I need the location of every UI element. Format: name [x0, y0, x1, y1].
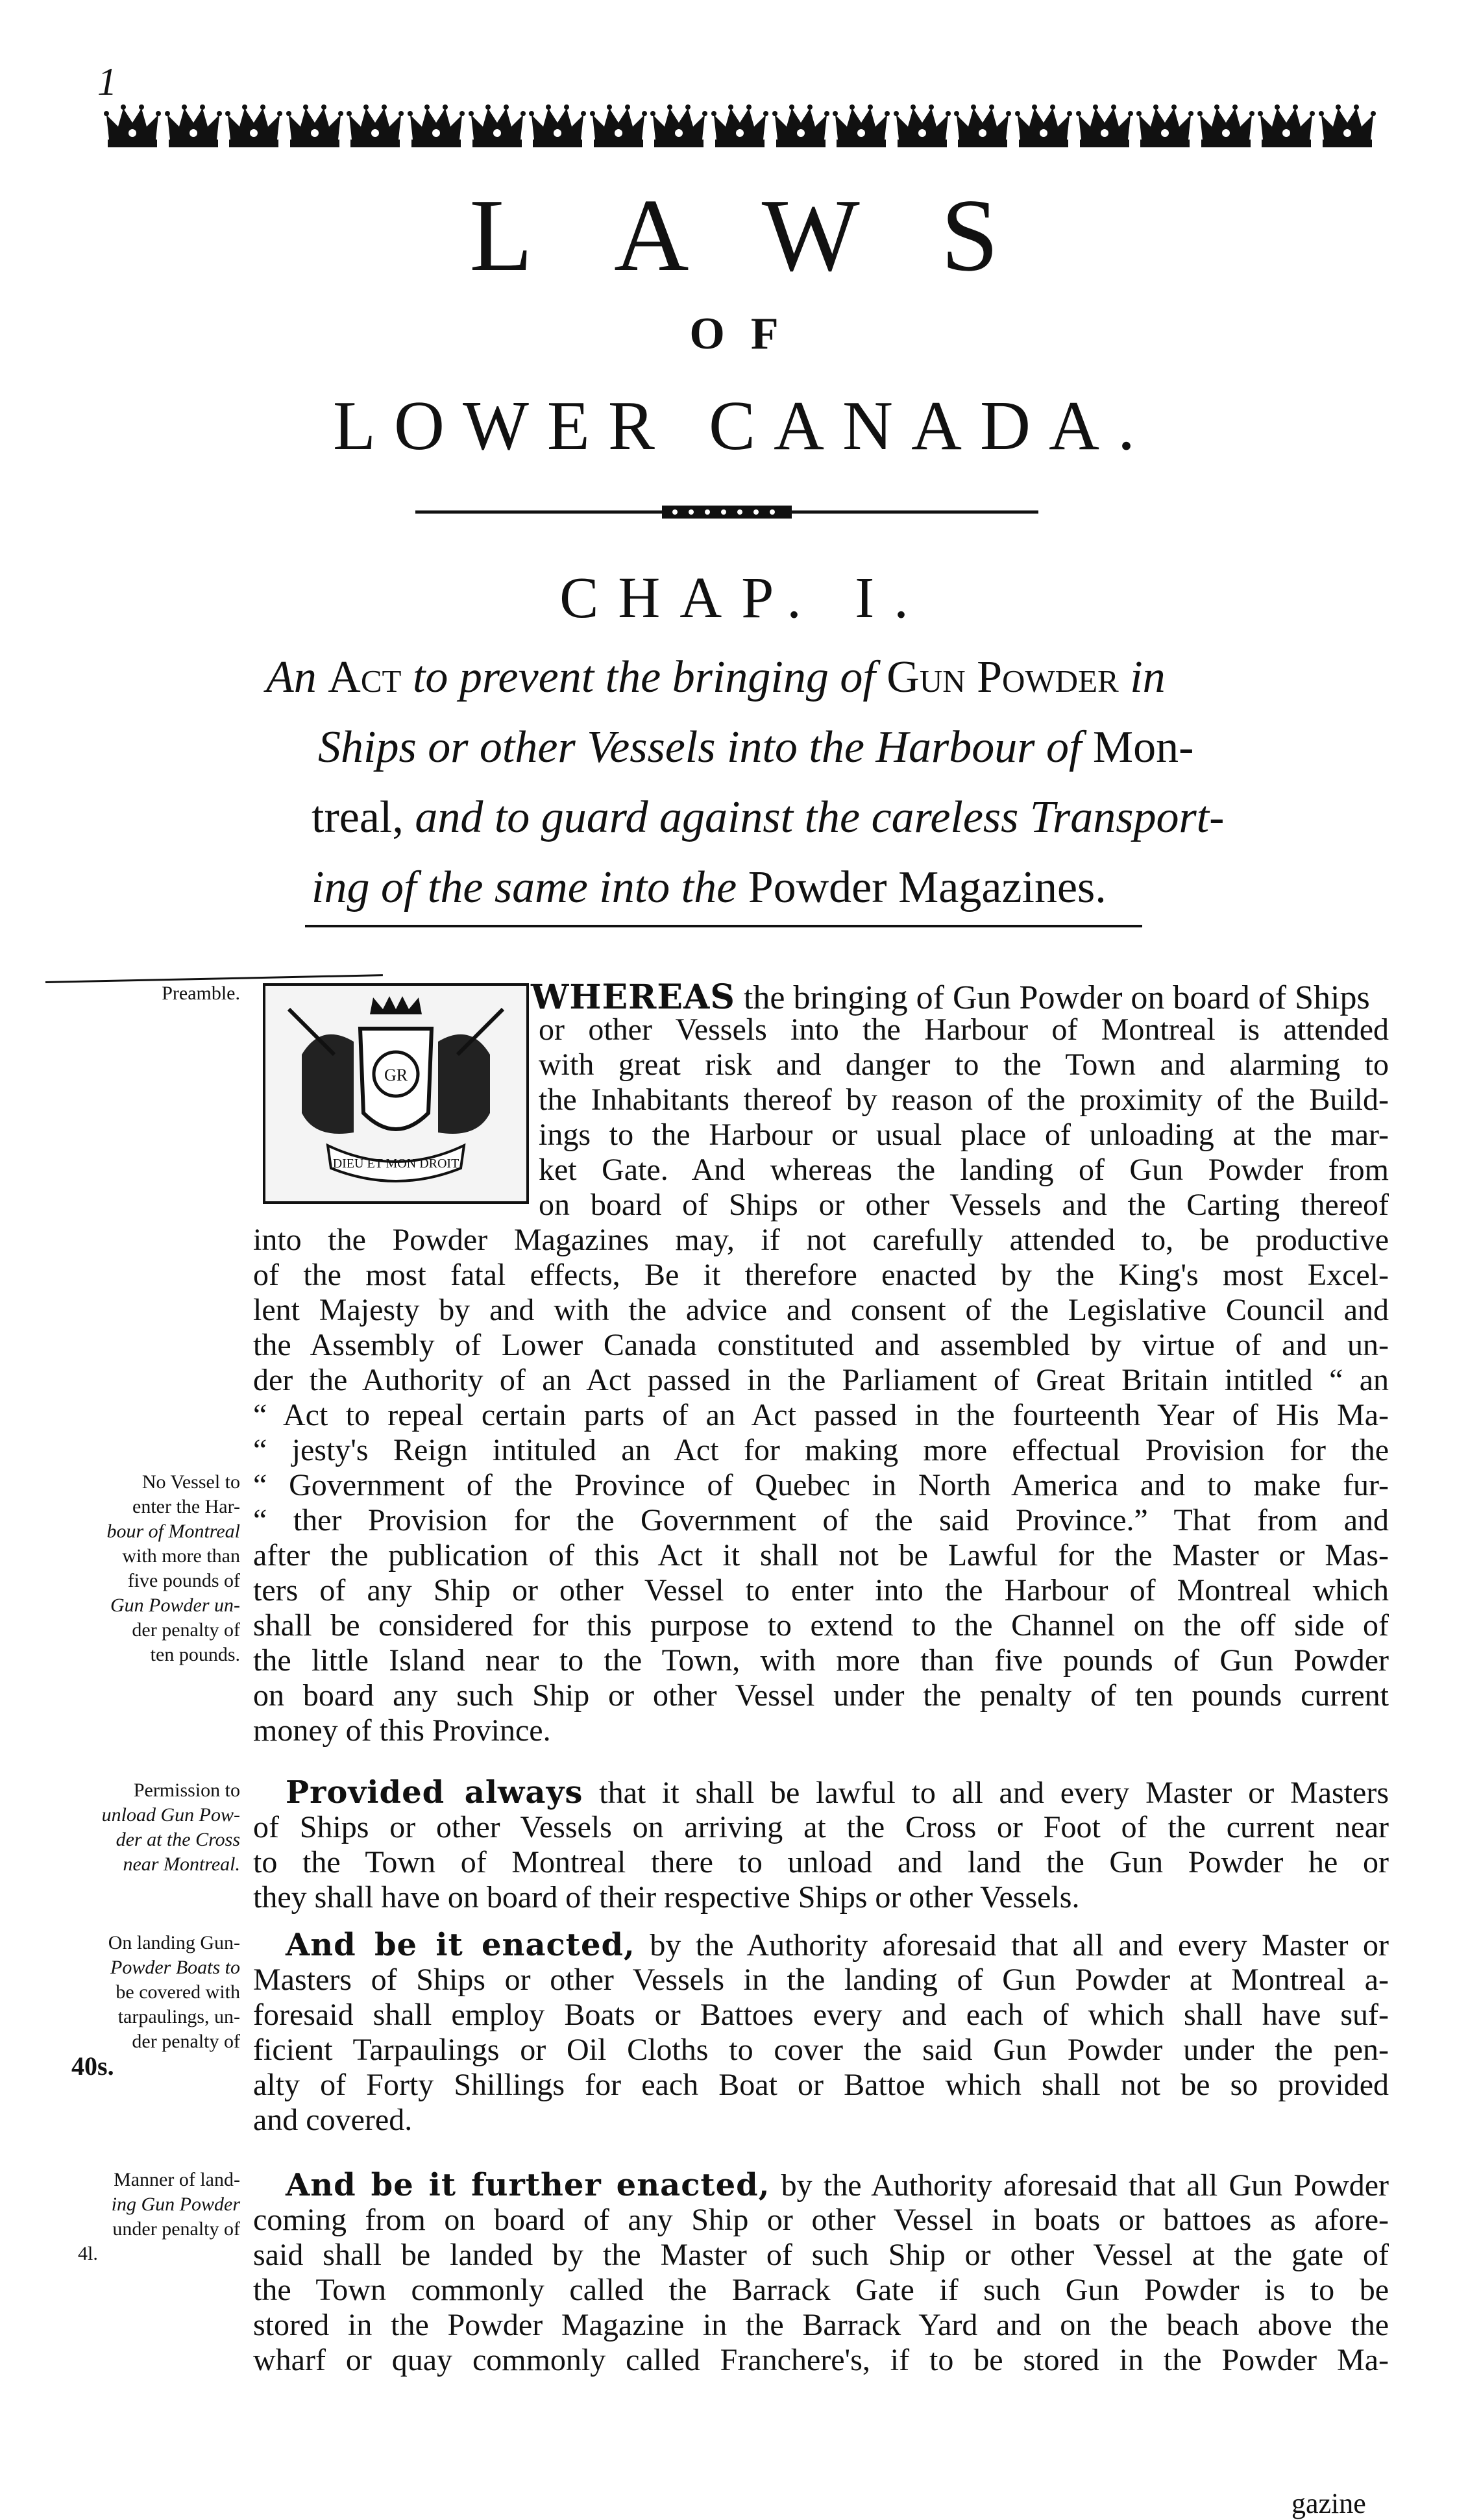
crown-icon [1136, 101, 1193, 153]
crown-icon [1197, 101, 1254, 153]
svg-text:GR: GR [384, 1066, 408, 1084]
act-title-text: ing of the same into the [312, 862, 748, 912]
crown-icon [104, 101, 161, 153]
chapter-heading: CHAP. I. [559, 566, 928, 630]
act-title-text: An [266, 652, 328, 702]
margin-note-preamble: Preamble. [162, 983, 240, 1004]
crown-icon [650, 101, 707, 153]
crown-icon [590, 101, 647, 153]
crown-icon [954, 101, 1011, 153]
crown-icon [469, 101, 526, 153]
act-title-text: Powder Magazines. [748, 862, 1107, 912]
act-title-text: Mon- [1092, 722, 1194, 772]
crown-icon [833, 101, 890, 153]
margin-note-manner: Manner of land- ing Gun Powder under penalty of 4l. [78, 2169, 240, 2264]
crown-icon [165, 101, 222, 153]
act-title-text: Act [328, 652, 402, 702]
paragraph-preamble: into the Powder Magazines may, if not carefully attended to, be productive of the most fatal effects, Be it therefore enacted by the King's most Excel- lent Majesty by and with the advice and consent of the Legislative Council and the Assembly of Lower Canada constituted and assembled by virtue of and un- der the Authority of an Act passed in the Parliament of Great Britain intitled “ an “ Act to repeal certain parts of an Act passed in the fourteenth Year of His Ma- “ jesty's Reign intituled an Act for making more effectual Provision for the “ Government of the Province of Quebec in North America and to make fur- “ ther Provision for the Government of the said Province.” That from and after the publication of this Act it shall not be Lawful for the Master or Mas- ters of any Ship or other Vessel to enter into the Harbour of Montreal which shall be considered for this purpose to extend to the Channel on the off side of the little Island near to the Town, with more than five pounds of Gun Powder on board any such Ship or other Vessel under the penalty of ten pounds current money of this Province. [253, 1223, 1389, 1748]
crown-icon [225, 101, 282, 153]
catchword: gazine [1291, 2488, 1366, 2519]
crown-icon [286, 101, 343, 153]
margin-note-landing: On landing Gun- Powder Boats to be covered with tarpaulings, un- der penalty of 40s. [71, 1932, 240, 2081]
section-rule [305, 925, 1142, 927]
crown-icon [408, 101, 465, 153]
ornamental-rule [415, 501, 1038, 523]
crown-icon [529, 101, 586, 153]
crown-icon [1015, 101, 1072, 153]
act-title-text: Gun Powder [887, 652, 1119, 702]
paragraph-provided-always: Provided always that it shall be lawful to all and every Master or Masters of Ships or other Vessels on arriving at the Cross or Foot of the current near to the Town of Montreal there to unload and land the Gun Powder he or they shall have on board of their respective Ships or other Vessels. [253, 1775, 1389, 1914]
drop-word-whereas: WHEREAS the bringing of Gun Powder on board of Ships [531, 977, 1370, 1017]
crown-icon [1319, 101, 1376, 153]
paragraph-preamble-indented: or other Vessels into the Harbour of Montreal is attended with great risk and danger to the Town and alarming to the Inhabitants thereof by reason of the proximity of the Build- ings to the Harbour or usual place of unloading at the mar- ket Gate. And whereas the landing of Gun Powder from on board of Ships or other Vessels and the Carting thereof [539, 1012, 1389, 1222]
crown-icon [894, 101, 951, 153]
margin-note-permission: Permission to unload Gun Pow- der at the Cross near Montreal. [101, 1780, 240, 1875]
title-lower-canada: LOWER CANADA. [333, 387, 1153, 465]
act-title-text: to prevent the bringing of [401, 652, 887, 702]
crown-ornament-border [104, 97, 1376, 156]
paragraph-be-it-enacted: And be it enacted, by the Authority aforesaid that all and every Master or Masters of Ships or other Vessels in the landing of Gun Powder at Montreal a- foresaid shall employ Boats or Battoes every and each of which shall have suf- ficient Tarpaulings or Oil Cloths to cover the said Gun Powder under the pen- alty of Forty Shillings for each Boat or Battoe which shall not be so provided and covered. [253, 1927, 1389, 2137]
act-title-text: Ships or other Vessels into the Harbour of [318, 722, 1093, 772]
act-title-text: in [1118, 652, 1166, 702]
crown-icon [772, 101, 829, 153]
act-title [266, 642, 1408, 923]
crest-motto: DIEU ET MON DROIT [332, 1156, 459, 1171]
page-number: 1 [97, 60, 117, 103]
crown-icon [1076, 101, 1133, 153]
crown-icon [1258, 101, 1315, 153]
act-title-text: and to guard against the careless Transport- [403, 792, 1225, 842]
crown-icon [347, 101, 404, 153]
royal-crest-ornament [263, 983, 529, 1204]
act-title-text: treal, [312, 792, 404, 842]
title-laws: LAWS [469, 177, 1080, 293]
paragraph-further-enacted: And be it further enacted, by the Authority aforesaid that all Gun Powder coming from on board of any Ship or other Vessel in boats or battoes as afore- said shall be landed by the Master of such Ship or other Vessel at the gate of the Town commonly called the Barrack Gate if such Gun Powder is to be stored in the Powder Magazine in the Barrack Yard and on the beach above the wharf or quay commonly called Franchere's, if to be stored in the Powder Ma- [253, 2168, 1389, 2377]
title-of: OF [689, 309, 805, 359]
crown-icon [711, 101, 768, 153]
margin-note-no-vessel: No Vessel to enter the Har- bour of Montreal with more than five pounds of Gun Powder un- der penalty of ten pounds. [106, 1471, 240, 1665]
